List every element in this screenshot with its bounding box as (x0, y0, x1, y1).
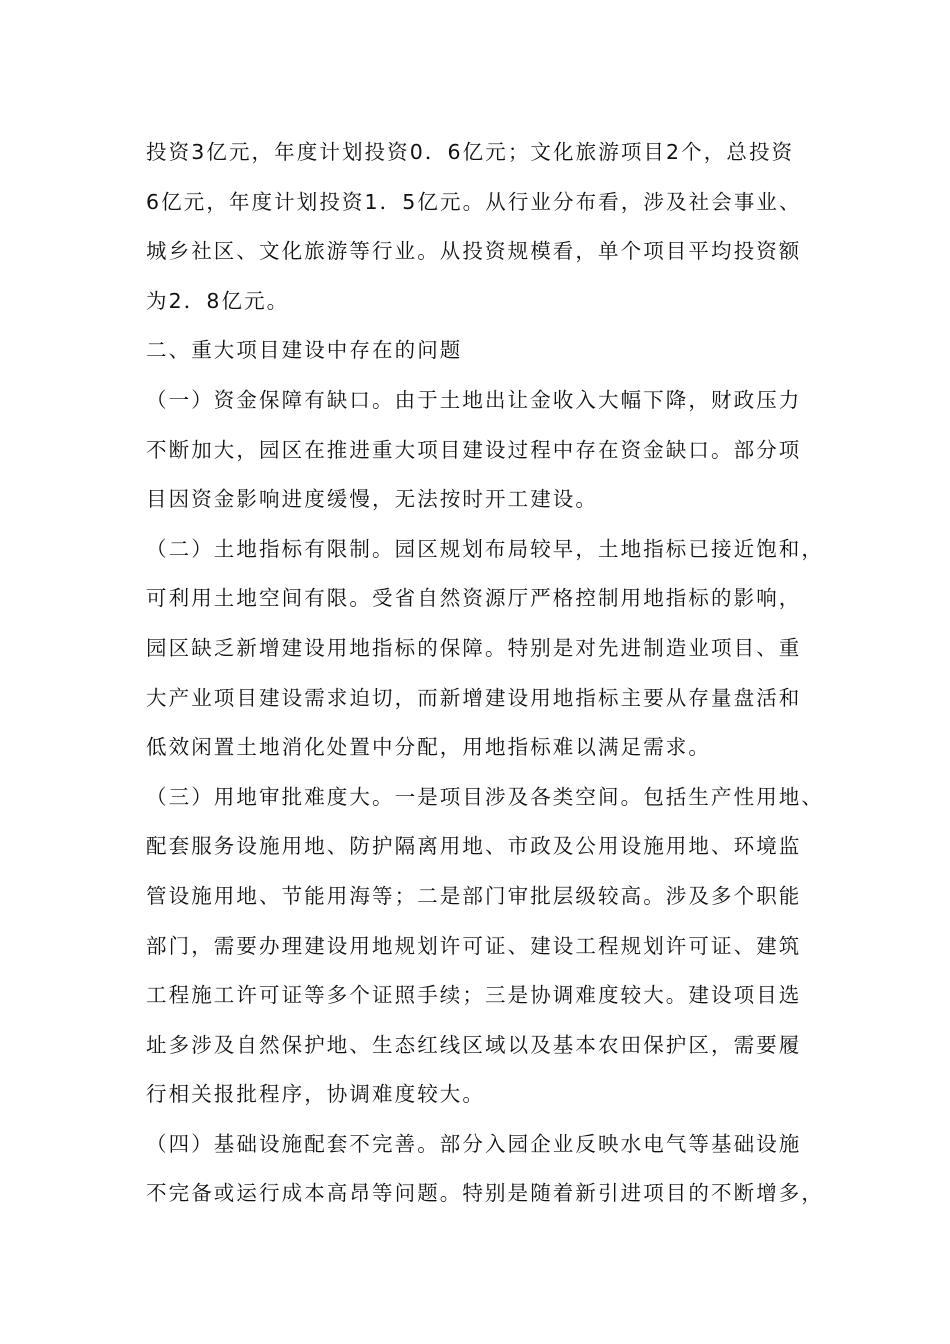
text-line: 目因资金影响进度缓慢，无法按时开工建设。 (146, 487, 598, 512)
text-line: 城乡社区、文化旅游等行业。从投资规模看，单个项目平均投资额 (146, 239, 802, 264)
subsection-line: （四）基础设施配套不完善。部分入园企业反映水电气等基础设施 (146, 1131, 802, 1156)
text-line: 管设施用地、节能用海等；二是部门审批层级较高。涉及多个职能 (146, 883, 802, 908)
text-line: 6亿元，年度计划投资1．5亿元。从行业分布看，涉及社会事业、 (146, 189, 802, 214)
subsection-line: （一）资金保障有缺口。由于土地出让金收入大幅下降，财政压力 (146, 387, 802, 412)
section-heading: 二、重大项目建设中存在的问题 (146, 338, 463, 363)
text-line: 可利用土地空间有限。受省自然资源厅严格控制用地指标的影响， (146, 586, 802, 611)
text-line: 为2．8亿元。 (146, 288, 290, 313)
subsection-line: （二）土地指标有限制。园区规划布局较早，土地指标已接近饱和， (146, 536, 824, 561)
text-line: 工程施工许可证等多个证照手续；三是协调难度较大。建设项目选 (146, 983, 802, 1008)
subsection-line: （三）用地审批难度大。一是项目涉及各类空间。包括生产性用地、 (146, 784, 824, 809)
text-line: 低效闲置土地消化处置中分配，用地指标难以满足需求。 (146, 735, 711, 760)
text-line: 配套服务设施用地、防护隔离用地、市政及公用设施用地、环境监 (146, 834, 802, 859)
text-line: 投资3亿元，年度计划投资0．6亿元；文化旅游项目2个，总投资 (146, 140, 795, 164)
text-line: 不完备或运行成本高昂等问题。特别是随着新引进项目的不断增多， (146, 1181, 824, 1206)
document-body (146, 128, 836, 1219)
text-line: 不断加大，园区在推进重大项目建设过程中存在资金缺口。部分项 (146, 437, 802, 462)
text-line: 大产业项目建设需求迫切，而新增建设用地指标主要从存量盘活和 (146, 685, 802, 710)
text-line: 址多涉及自然保护地、生态红线区域以及基本农田保护区，需要履 (146, 1032, 802, 1057)
text-line: 行相关报批程序，协调难度较大。 (146, 1082, 485, 1107)
text-line: 部门，需要办理建设用地规划许可证、建设工程规划许可证、建筑 (146, 933, 802, 958)
text-line: 园区缺乏新增建设用地指标的保障。特别是对先进制造业项目、重 (146, 635, 802, 660)
